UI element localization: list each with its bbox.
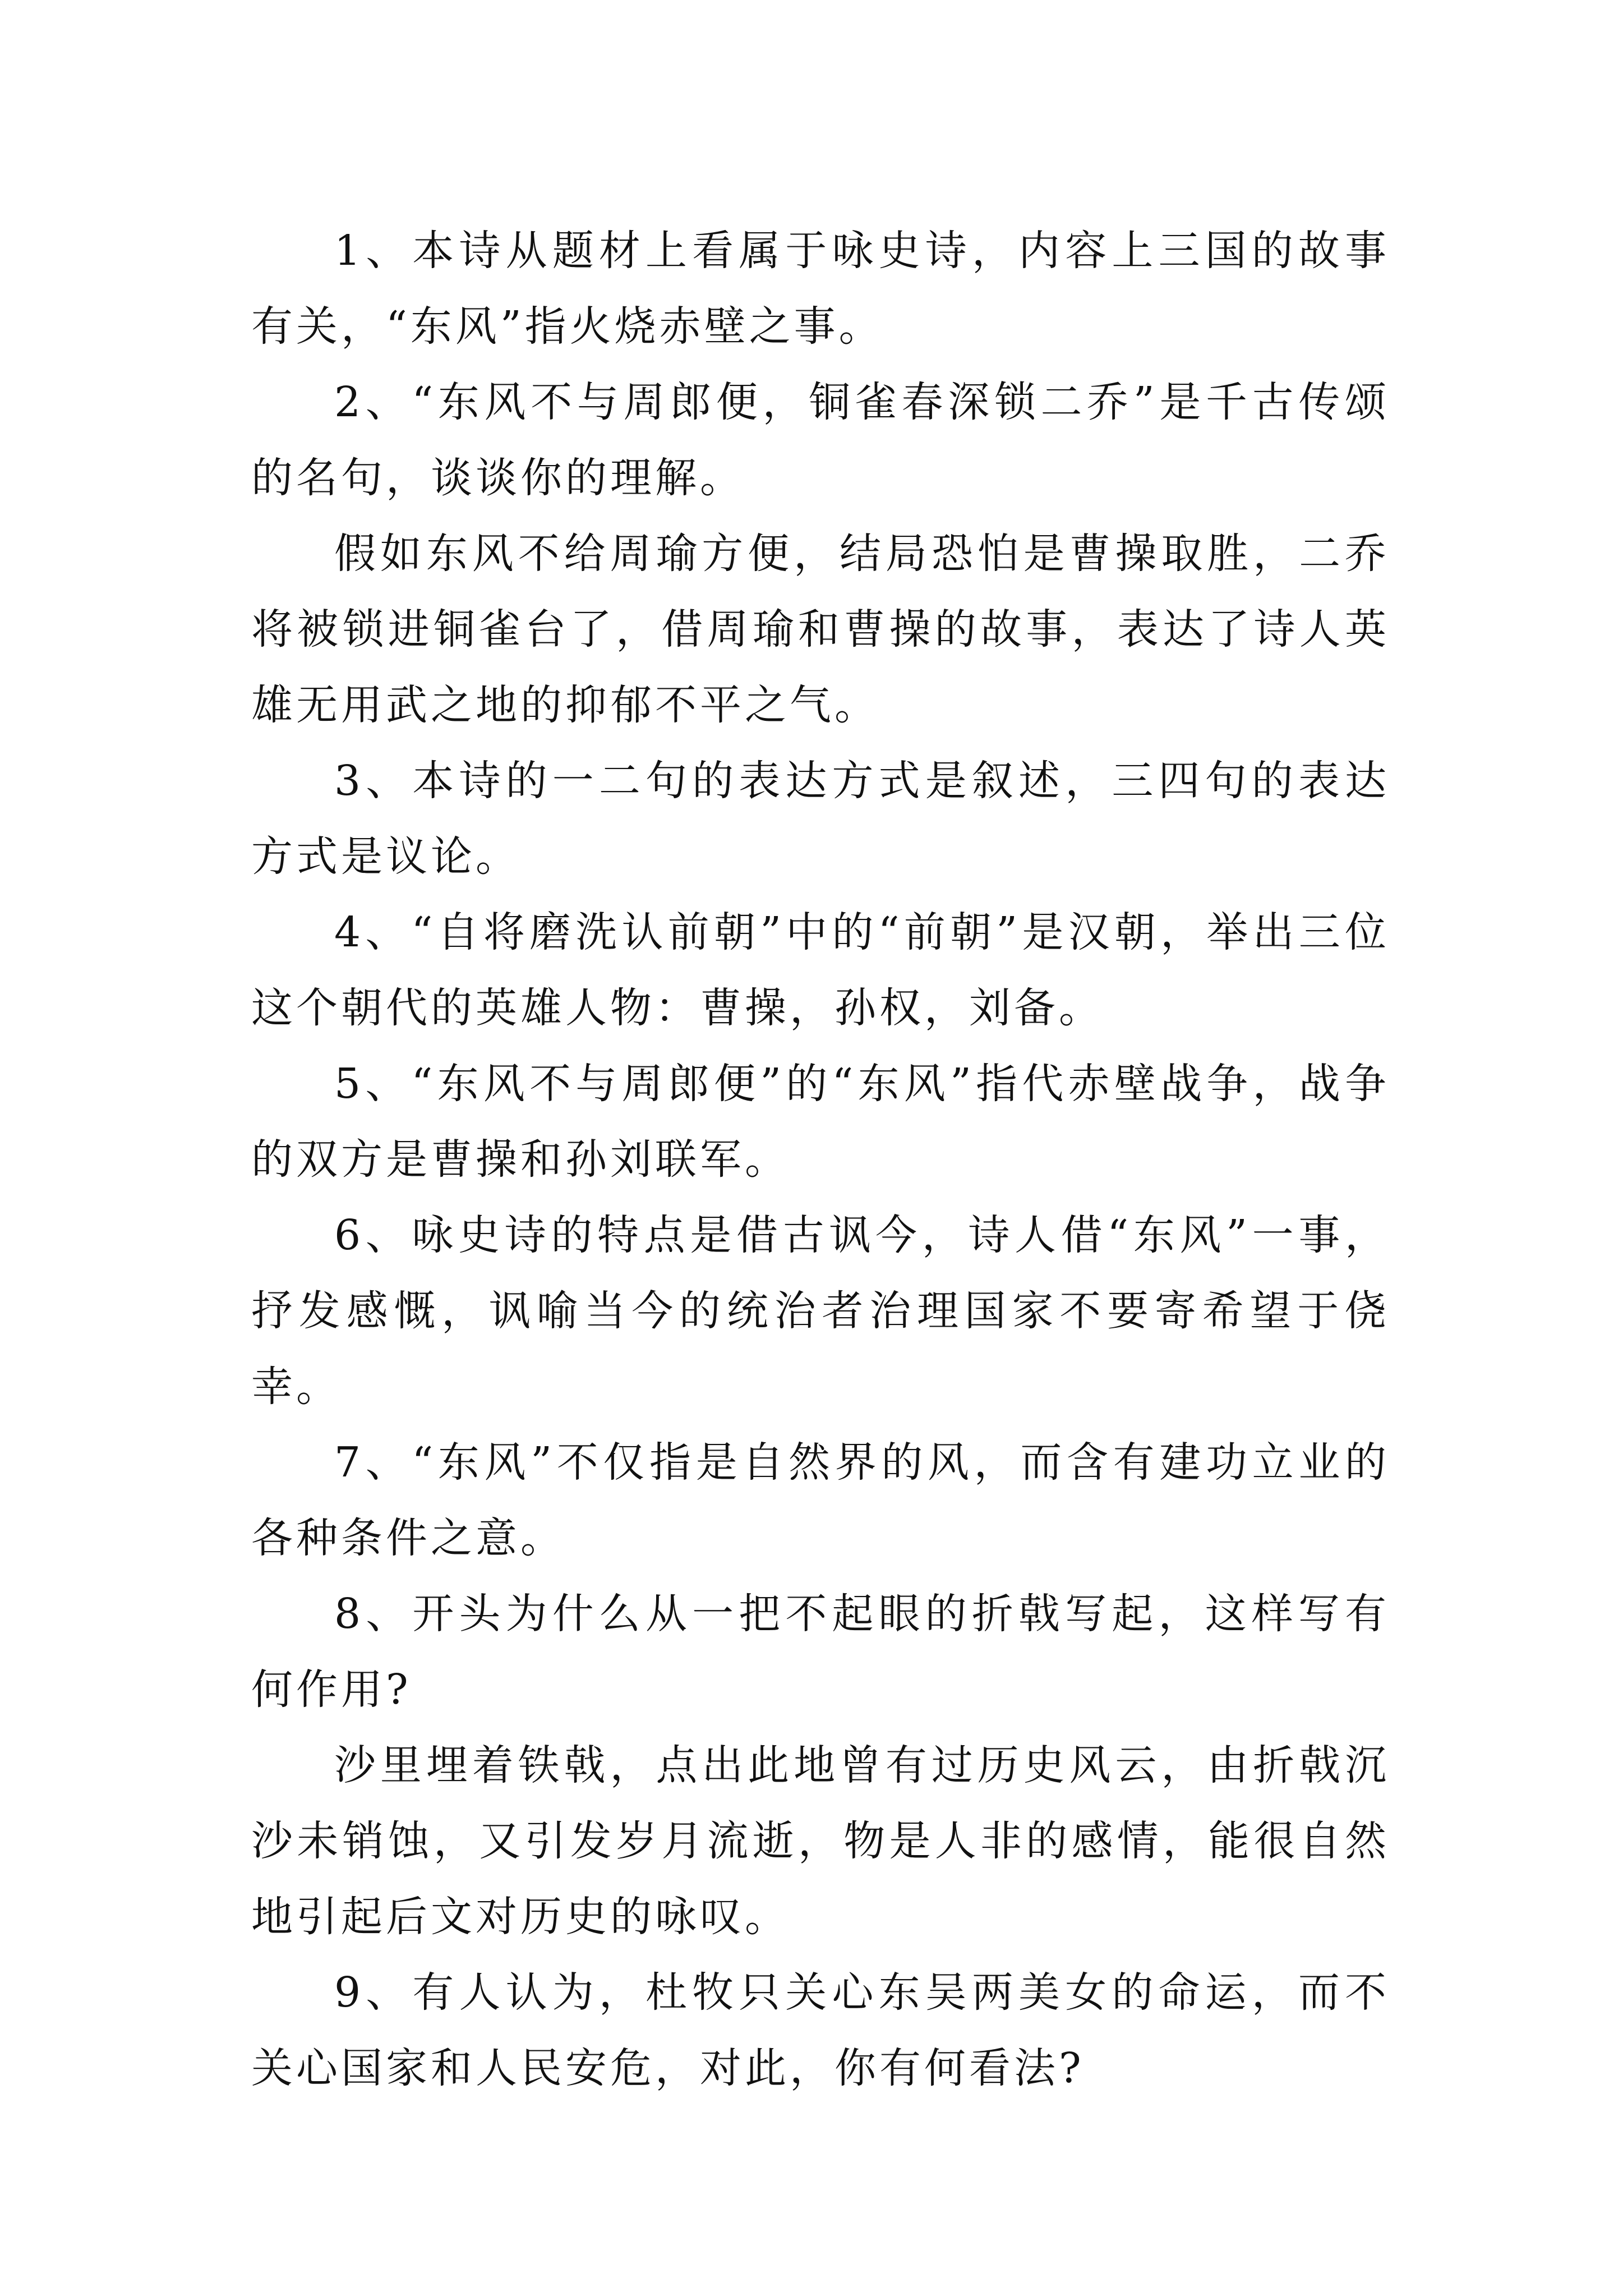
paragraph-10: 沙里埋着铁戟，点出此地曾有过历史风云，由折戟沉沙未销蚀，又引发岁月流逝，物是人非的感情，能很自然地引起后文对历史的咏叹。	[251, 1741, 1390, 1941]
paragraph-11: 9、有人认为，杜牧只关心东吴两美女的命运，而不关心国家和人民安危，对此，你有何看法?	[251, 1968, 1390, 2092]
document-body	[251, 213, 1390, 2106]
paragraph-2: 2、“东风不与周郎便，铜雀春深锁二乔”是千古传颂的名句，谈谈你的理解。	[251, 378, 1390, 502]
paragraph-6: 5、“东风不与周郎便”的“东风”指代赤壁战争，战争的双方是曹操和孙刘联军。	[251, 1060, 1390, 1184]
paragraph-7: 6、咏史诗的特点是借古讽今，诗人借“东风”一事，抒发感慨，讽喻当今的统治者治理国家不要寄希望于侥幸。	[251, 1211, 1390, 1411]
paragraph-8: 7、“东风”不仅指是自然界的风，而含有建功立业的各种条件之意。	[251, 1438, 1390, 1562]
paragraph-3: 假如东风不给周瑜方便，结局恐怕是曹操取胜，二乔将被锁进铜雀台了，借周瑜和曹操的故事，表达了诗人英雄无用武之地的抑郁不平之气。	[251, 530, 1390, 729]
paragraph-9: 8、开头为什么从一把不起眼的折戟写起，这样写有何作用?	[251, 1590, 1390, 1714]
paragraph-5: 4、“自将磨洗认前朝”中的“前朝”是汉朝，举出三位这个朝代的英雄人物：曹操，孙权，刘备。	[251, 908, 1390, 1032]
paragraph-4: 3、本诗的一二句的表达方式是叙述，三四句的表达方式是议论。	[251, 757, 1390, 881]
paragraph-1: 1、本诗从题材上看属于咏史诗，内容上三国的故事有关，“东风”指火烧赤壁之事。	[251, 227, 1390, 351]
